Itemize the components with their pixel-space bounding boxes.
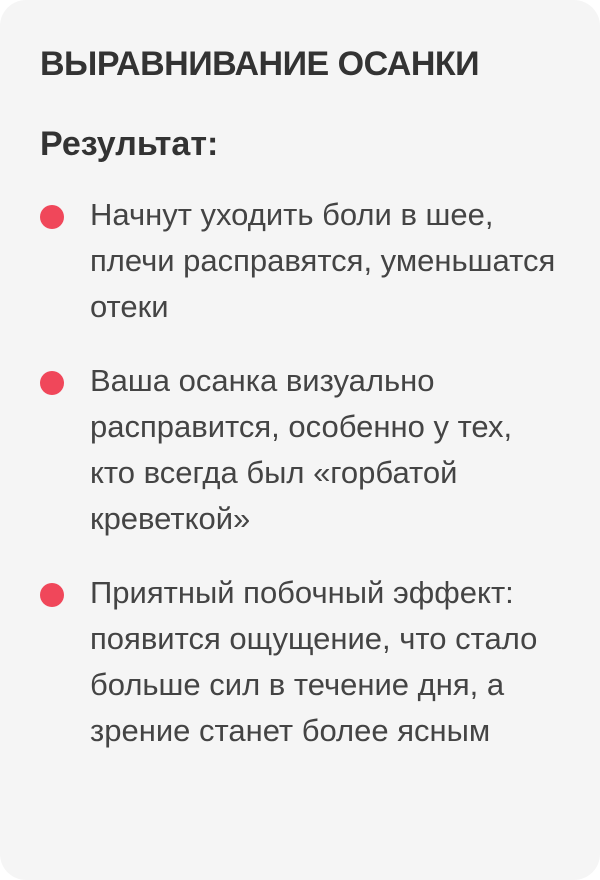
result-list [40, 192, 560, 754]
page-title: ВЫРАВНИВАНИЕ ОСАНКИ [40, 45, 480, 83]
list-item [40, 358, 560, 542]
list-item-text: Ваша осанка визуально расправится, особенно у тех, кто всегда был «горбатой креветкой» [90, 363, 513, 536]
list-item-text: Начнут уходить боли в шее, плечи расправятся, уменьшатся отеки [90, 197, 556, 324]
bullet-dot-icon [40, 583, 64, 607]
list-item [40, 192, 560, 330]
list-item-text: Приятный побочный эффект: появится ощущение, что стало больше сил в течение дня, а зрение станет более ясным [90, 575, 538, 748]
bullet-dot-icon [40, 205, 64, 229]
bullet-dot-icon [40, 371, 64, 395]
list-item [40, 570, 560, 754]
result-heading: Результат: [40, 125, 219, 163]
